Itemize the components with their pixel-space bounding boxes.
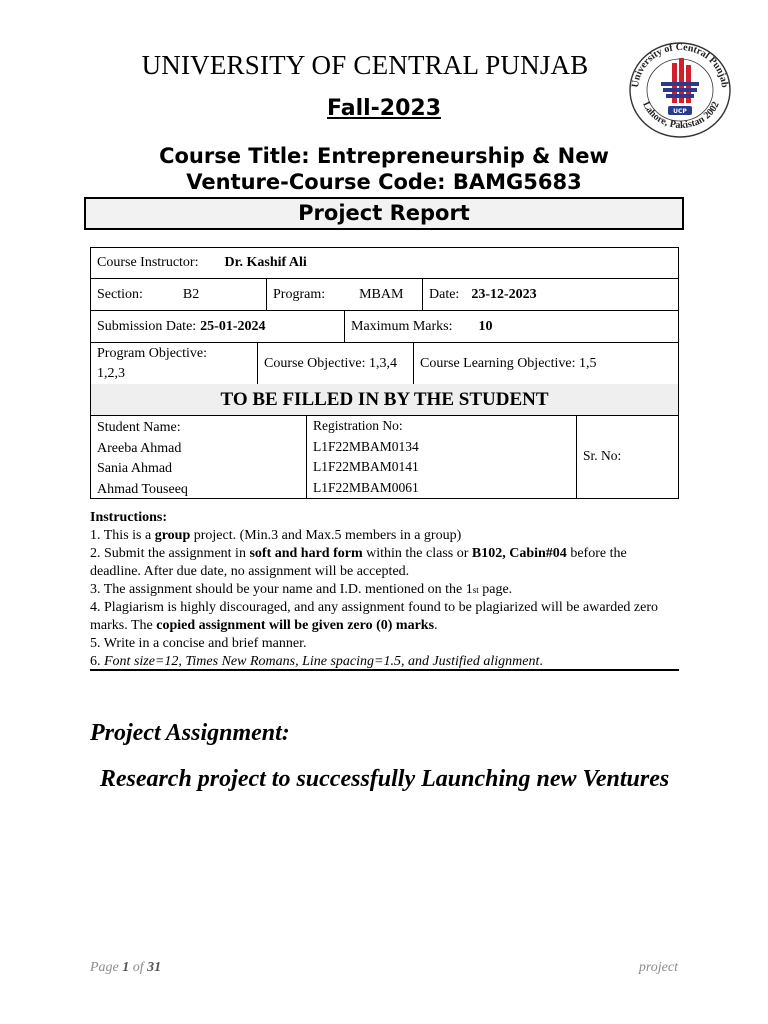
date-value: 23-12-2023 (471, 286, 537, 302)
program-objective-label: Program Objective: (97, 346, 208, 361)
instruction-5: 5. Write in a concise and brief manner. (90, 636, 307, 651)
section-label: Section: (97, 286, 143, 302)
registration-number: L1F22MBAM0134 (313, 438, 419, 454)
instructions-title: Instructions: (90, 510, 168, 525)
submission-row (90, 311, 679, 343)
program-objective-value: 1,2,3 (97, 366, 125, 381)
instructions (90, 509, 679, 671)
project-report-banner: Project Report (84, 197, 684, 230)
instructor-row (90, 247, 679, 279)
student-info-table (90, 415, 679, 499)
registration-label: Registration No: (313, 418, 403, 433)
instructions-divider (90, 669, 679, 671)
submission-value: 25-01-2024 (200, 318, 266, 334)
max-marks-label: Maximum Marks: (351, 318, 453, 334)
program-value: MBAM (359, 286, 404, 302)
instructor-label: Course Instructor: (97, 255, 199, 270)
student-name: Sania Ahmad (97, 461, 173, 476)
registration-numbers (313, 416, 419, 498)
course-learning-objective: Course Learning Objective: 1,5 (420, 355, 597, 371)
student-name: Ahmad Touseeq (97, 481, 188, 497)
registration-number: L1F22MBAM0141 (313, 459, 419, 474)
assignment-heading: Project Assignment: (90, 720, 290, 746)
svg-text:University of Central Punjab: University of Central Punjab (629, 41, 730, 89)
date-label: Date: (429, 286, 460, 302)
submission-label: Submission Date: (97, 318, 197, 334)
university-seal-icon (624, 38, 736, 140)
instruction-4: 4. Plagiarism is highly discouraged, and any assignment found to be plagiarized will be awarded zero marks. The copied assignment will be given zero (0) marks. (90, 600, 659, 633)
max-marks-value: 10 (478, 318, 493, 334)
svg-text:Lahore, Pakistan 2002: Lahore, Pakistan 2002 (640, 99, 722, 132)
instruction-6: 6. Font size=12, Times New Romans, Line spacing=1.5, and Justified alignment. (90, 654, 543, 669)
section-value: B2 (182, 286, 200, 302)
student-name-label: Student Name: (97, 420, 181, 435)
instructor-value: Dr. Kashif Ali (224, 255, 307, 270)
footer-label: project (638, 960, 678, 975)
objectives-row (90, 343, 679, 385)
instruction-1: 1. This is a group project. (Min.3 and Max.5 members in a group) (90, 528, 462, 543)
serial-number-label: Sr. No: (583, 448, 622, 463)
registration-number: L1F22MBAM0061 (313, 479, 419, 495)
semester-heading: Fall-2023 (326, 96, 442, 121)
section-program-row (90, 279, 679, 311)
instruction-3: 3. The assignment should be your name and I.D. mentioned on the 1st page. (90, 582, 513, 597)
assignment-description: Research project to successfully Launching new Ventures (99, 766, 670, 792)
instruction-2: 2. Submit the assignment in soft and hard form within the class or B102, Cabin#04 before the deadline. After due date, no assignment will be accepted. (90, 546, 627, 579)
course-objective: Course Objective: 1,3,4 (264, 355, 397, 371)
program-label: Program: (273, 286, 326, 302)
course-title: Course Title: Entrepreneurship & New Venture-Course Code: BAMG5683 (159, 144, 609, 194)
student-names (97, 418, 188, 500)
student-section-heading: TO BE FILLED IN BY THE STUDENT (90, 384, 679, 416)
university-title: UNIVERSITY OF CENTRAL PUNJAB (141, 50, 589, 80)
student-name: Areeba Ahmad (97, 440, 182, 456)
svg-text:UCP: UCP (673, 108, 687, 115)
page-number: Page 1 of 31 (90, 960, 162, 975)
